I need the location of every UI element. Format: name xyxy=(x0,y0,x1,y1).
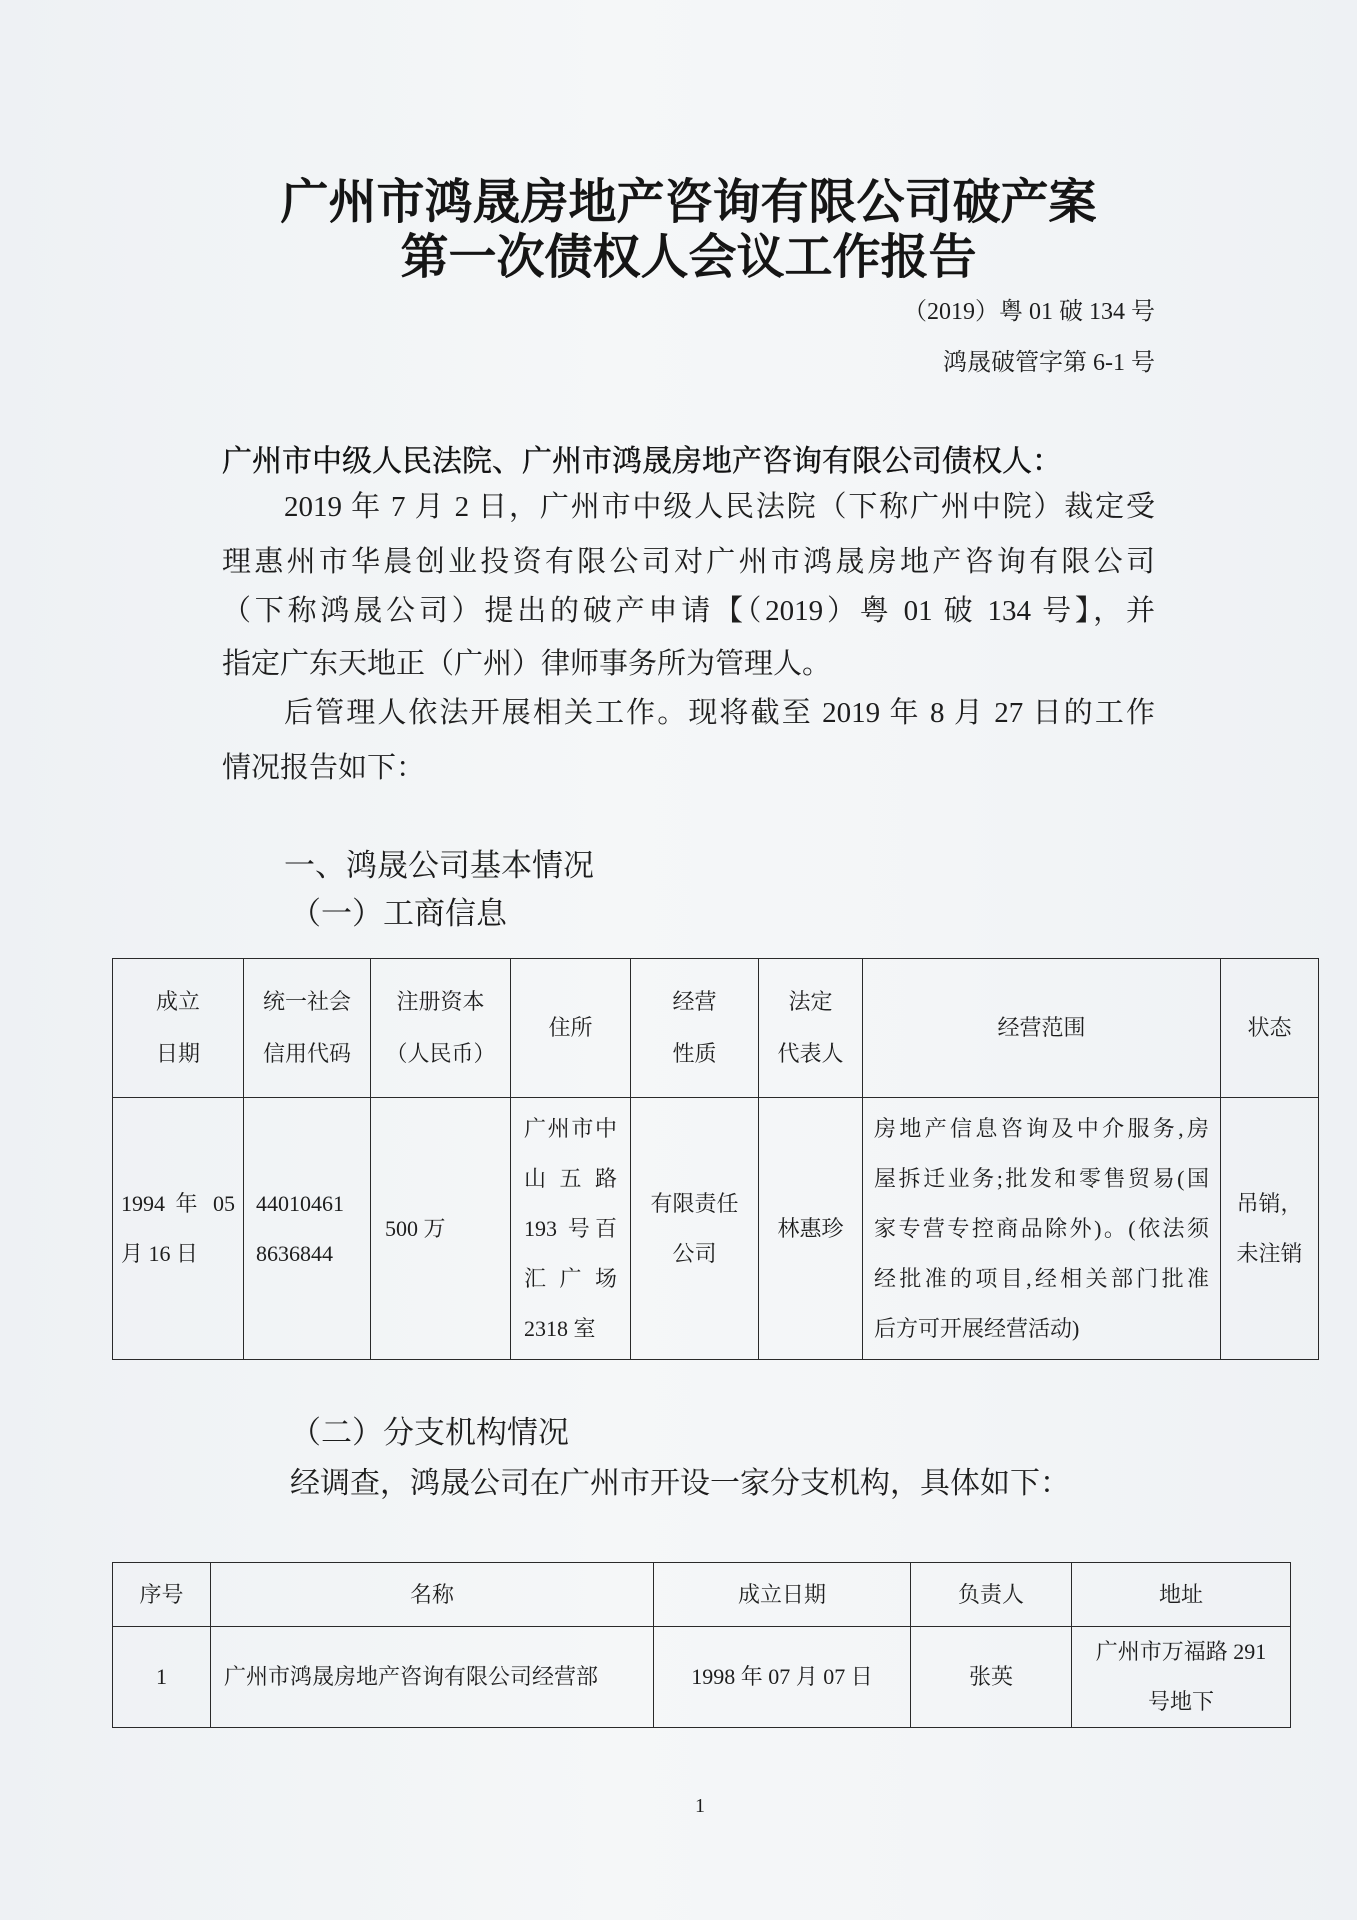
cell-registered-capital xyxy=(371,1098,511,1360)
header-address xyxy=(511,959,631,1098)
cell-line: 统一社会 xyxy=(262,989,351,1014)
addressee: 广州市中级人民法院、广州市鸿晟房地产咨询有限公司债权人： xyxy=(222,445,1062,478)
cell-line: 屋拆迁业务;批发和零售贸易(国 xyxy=(874,1165,1209,1191)
case-number: （2019）粤 01 破 134 号 xyxy=(903,299,1155,325)
subsection-heading-branches: （二）分支机构情况 xyxy=(290,1415,569,1450)
cell-line: 2318 室 xyxy=(524,1315,596,1341)
cell-line: 家专营专控商品除外)。(依法须 xyxy=(874,1215,1209,1241)
header-registered-capital xyxy=(371,959,511,1098)
subsection-heading-business-info: （一）工商信息 xyxy=(290,896,507,931)
cell-line: 代表人 xyxy=(777,1041,844,1066)
branch-table xyxy=(112,1562,1291,1728)
header-person-in-charge: 负责人 xyxy=(911,1563,1072,1627)
cell-line: 性质 xyxy=(672,1041,717,1066)
cell-line: 月 16 日 xyxy=(121,1240,199,1266)
page-number: 1 xyxy=(695,1795,705,1817)
cell-line: 193 号百 xyxy=(524,1215,617,1241)
cell-address xyxy=(1072,1627,1291,1728)
cell-line: 住所 xyxy=(548,1015,593,1040)
cell-business-scope xyxy=(863,1098,1221,1360)
cell-line: 状态 xyxy=(1247,1015,1292,1040)
cell-line: 公司 xyxy=(672,1240,717,1266)
cell-serial-number xyxy=(113,1627,211,1728)
cell-line: 后方可开展经营活动) xyxy=(874,1315,1080,1341)
table-header-row xyxy=(113,1563,1291,1627)
cell-line: 吊销， xyxy=(1236,1190,1303,1216)
cell-line: 未注销 xyxy=(1236,1240,1303,1266)
document-title-line-1: 广州市鸿晟房地产咨询有限公司破产案 xyxy=(280,174,1097,230)
header-business-scope xyxy=(863,959,1221,1098)
cell-line: 房地产信息咨询及中介服务,房 xyxy=(874,1115,1209,1141)
cell-line: 林惠珍 xyxy=(777,1215,844,1241)
cell-line: 1998 年 07 月 07 日 xyxy=(691,1664,873,1689)
cell-line: 汇广场 xyxy=(524,1265,617,1291)
cell-line: （人民币） xyxy=(385,1041,496,1066)
cell-legal-representative xyxy=(759,1098,863,1360)
cell-line: 注册资本 xyxy=(396,989,485,1014)
cell-line: 日期 xyxy=(155,1041,200,1066)
paragraph-2-line-1: 后管理人依法开展相关工作。现将截至 2019 年 8 月 27 日的工作 xyxy=(284,697,1155,729)
cell-line: 44010461 xyxy=(256,1190,344,1216)
header-serial-number: 序号 xyxy=(113,1563,211,1627)
paragraph-1-line-3: （下称鸿晟公司）提出的破产申请【（2019）粤 01 破 134 号】，并 xyxy=(222,595,1155,627)
header-establish-date: 成立日期 xyxy=(654,1563,911,1627)
cell-line: 经营范围 xyxy=(997,1015,1086,1040)
section-heading: 一、鸿晟公司基本情况 xyxy=(284,848,594,883)
cell-line: 山五路 xyxy=(524,1165,617,1191)
cell-line: 号地下 xyxy=(1147,1689,1214,1714)
branches-intro: 经调查，鸿晟公司在广州市开设一家分支机构，具体如下： xyxy=(290,1467,1070,1500)
cell-credit-code xyxy=(244,1098,371,1360)
paragraph-1-line-1: 2019 年 7 月 2 日，广州市中级人民法院（下称广州中院）裁定受 xyxy=(284,491,1155,523)
cell-establish-date xyxy=(654,1627,911,1728)
cell-line: 广州市鸿晟房地产咨询有限公司经营部 xyxy=(224,1664,599,1689)
table-row xyxy=(113,1627,1291,1728)
header-business-type xyxy=(631,959,759,1098)
table-header-row xyxy=(113,959,1319,1098)
cell-line: 1994 年 05 xyxy=(121,1190,235,1216)
cell-line: 8636844 xyxy=(256,1240,333,1266)
cell-line: 经营 xyxy=(672,989,717,1014)
cell-address xyxy=(511,1098,631,1360)
cell-line: 500 万 xyxy=(385,1215,446,1241)
cell-status xyxy=(1221,1098,1319,1360)
header-credit-code xyxy=(244,959,371,1098)
paragraph-1-line-4: 指定广东天地正（广州）律师事务所为管理人。 xyxy=(222,648,832,680)
header-legal-representative xyxy=(759,959,863,1098)
cell-line: 经批准的项目,经相关部门批准 xyxy=(874,1265,1209,1291)
cell-line: 成立 xyxy=(155,989,200,1014)
cell-line: 张英 xyxy=(968,1664,1013,1689)
document-title-line-2: 第一次债权人会议工作报告 xyxy=(400,229,977,285)
cell-line: 有限责任 xyxy=(650,1190,739,1216)
header-address: 地址 xyxy=(1072,1563,1291,1627)
paragraph-1-line-2: 理惠州市华晨创业投资有限公司对广州市鸿晟房地产咨询有限公司 xyxy=(222,546,1155,578)
header-establish-date xyxy=(113,959,244,1098)
cell-business-type xyxy=(631,1098,759,1360)
table-row xyxy=(113,1098,1319,1360)
cell-line: 广州市中 xyxy=(524,1115,617,1141)
cell-line: 1 xyxy=(156,1664,167,1689)
cell-name xyxy=(211,1627,654,1728)
business-info-table xyxy=(112,958,1319,1360)
cell-establish-date xyxy=(113,1098,244,1360)
cell-person-in-charge xyxy=(911,1627,1072,1728)
document-number: 鸿晟破管字第 6-1 号 xyxy=(943,350,1155,376)
header-status xyxy=(1221,959,1319,1098)
cell-line: 法定 xyxy=(788,989,833,1014)
paragraph-2-line-2: 情况报告如下： xyxy=(222,752,426,784)
header-name: 名称 xyxy=(211,1563,654,1627)
cell-line: 信用代码 xyxy=(262,1041,351,1066)
cell-line: 广州市万福路 291 xyxy=(1095,1639,1267,1664)
